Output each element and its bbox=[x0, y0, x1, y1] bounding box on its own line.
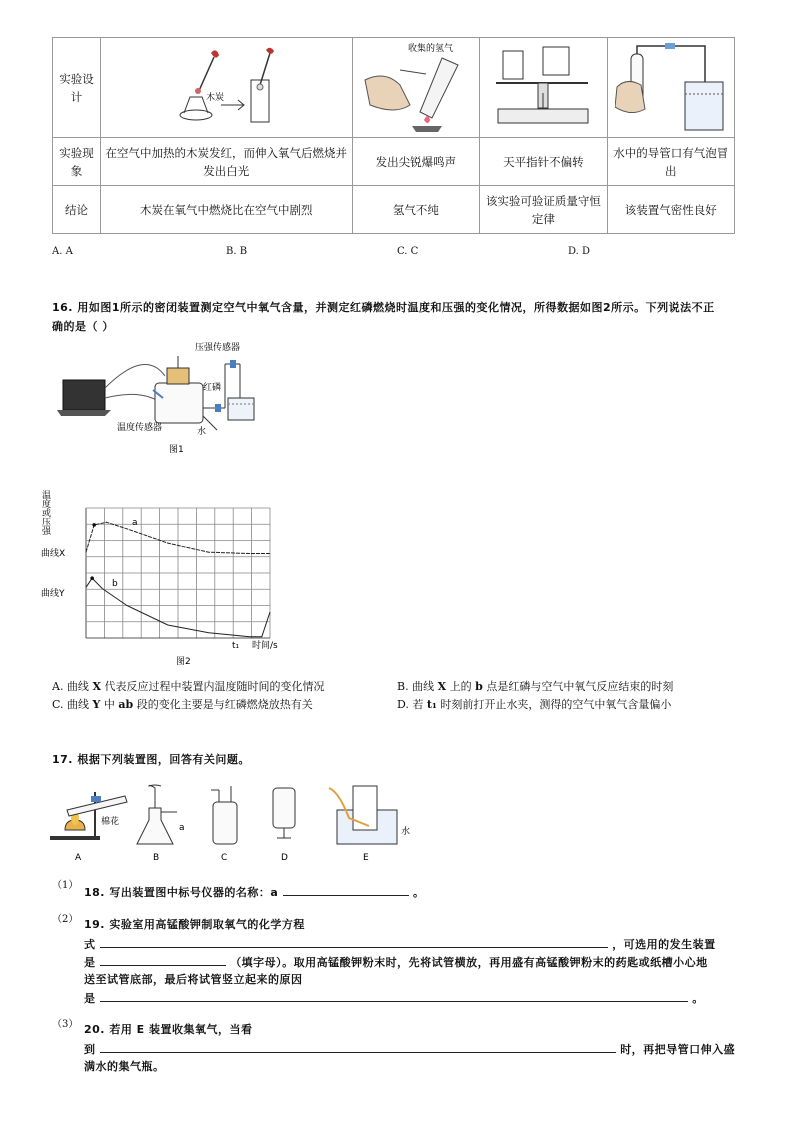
q16-option-c[interactable]: C. 曲线 Y 中 ab 段的变化主要是与红磷燃烧放热有关 bbox=[52, 698, 313, 711]
conclusion-1: 木炭在氧气中燃烧比在空气中剧烈 bbox=[100, 186, 352, 234]
label-a: a bbox=[179, 823, 185, 833]
sub1-question: 18. 写出装置图中标号仪器的名称：a 。 bbox=[84, 883, 424, 900]
phenomenon-3: 天平指针不偏转 bbox=[480, 138, 607, 186]
y-axis-label: 温度或压强 bbox=[40, 490, 50, 535]
label-water-e: 水 bbox=[401, 827, 411, 837]
figure-2-caption: 图2 bbox=[176, 657, 191, 667]
q15-option-d[interactable]: D. D bbox=[568, 246, 591, 257]
apparatus-label-e: E bbox=[363, 853, 369, 863]
q15-option-a[interactable]: A. A bbox=[52, 246, 73, 257]
sub3-line1: 到 时，再把导管口伸入盛 bbox=[84, 1040, 744, 1057]
sub1-number: （1） bbox=[52, 880, 79, 891]
curve-y-label: 曲线Y bbox=[41, 589, 65, 599]
sub2-line2: 是 （填字母）。取用高锰酸钾粉末时，先将试管横放，再用盛有高锰酸钾粉末的药匙或纸槽小心地 bbox=[84, 953, 764, 970]
conclusion-2: 氢气不纯 bbox=[352, 186, 479, 234]
hydrogen-label: 收集的氢气 bbox=[407, 44, 453, 54]
q16-option-a[interactable]: A. 曲线 X 代表反应过程中装置内温度随时间的变化情况 bbox=[52, 680, 325, 693]
figure-1-apparatus bbox=[55, 338, 285, 458]
q16-stem-line1: 16. 用如图1所示的密闭装置测定空气中氧气含量，并测定红磷燃烧时温度和压强的变化情况，所得数据如图2所示。下列说法不正 bbox=[52, 301, 715, 314]
label-water: 水 bbox=[197, 427, 207, 437]
apparatus-e bbox=[329, 786, 410, 863]
conclusion-3: 该实验可验证质量守恒定律 bbox=[480, 186, 607, 234]
q17-stem: 17. 根据下列装置图，回答有关问题。 bbox=[52, 753, 250, 766]
conclusion-4: 该装置气密性良好 bbox=[607, 186, 734, 234]
q15-option-c[interactable]: C. C bbox=[397, 246, 419, 257]
row-header-phenomenon: 实验现象 bbox=[53, 138, 101, 186]
label-temp-sensor: 温度传感器 bbox=[117, 423, 163, 433]
phenomenon-4: 水中的导管口有气泡冒出 bbox=[607, 138, 734, 186]
sub2-line4: 是 。 bbox=[84, 989, 744, 1006]
sub3-number: （3） bbox=[52, 1019, 79, 1030]
row-header-conclusion: 结论 bbox=[53, 186, 101, 234]
apparatus-b bbox=[137, 785, 185, 863]
label-red-phosphorus: 红磷 bbox=[203, 383, 222, 393]
charcoal-label: 木炭 bbox=[206, 93, 225, 103]
t1-label: t₁ bbox=[232, 641, 240, 651]
curve-x-label: 曲线X bbox=[41, 549, 66, 559]
figure-airtight bbox=[607, 38, 734, 138]
figure-balance bbox=[480, 38, 607, 138]
label-cotton: 棉花 bbox=[101, 817, 120, 827]
sub3-question: 20. 若用 E 装置收集氧气，当看 bbox=[84, 1023, 253, 1036]
apparatus-label-b: B bbox=[153, 853, 160, 863]
apparatus-label-d: D bbox=[281, 853, 288, 863]
x-axis-label: 时间/s bbox=[252, 641, 278, 651]
point-a bbox=[92, 523, 96, 527]
apparatus-d bbox=[273, 788, 295, 863]
apparatus-a bbox=[50, 792, 127, 863]
sub2-question: 19. 实验室用高锰酸钾制取氧气的化学方程 bbox=[84, 918, 305, 931]
answer-blank-reason[interactable] bbox=[100, 989, 688, 1002]
q16-stem-line2: 确的是（ ） bbox=[52, 320, 114, 333]
point-b bbox=[90, 576, 94, 580]
point-b-label: b bbox=[112, 579, 118, 589]
answer-blank-observation[interactable] bbox=[100, 1040, 616, 1053]
experiment-table bbox=[52, 37, 735, 234]
q17-apparatus-figure bbox=[45, 780, 425, 865]
point-a-label: a bbox=[132, 518, 138, 528]
q16-option-d[interactable]: D. 若 t₁ 时刻前打开止水夹，测得的空气中氧气含量偏小 bbox=[397, 698, 672, 711]
sub2-line3: 送至试管底部，最后将试管竖立起来的原因 bbox=[84, 973, 303, 986]
q16-option-b[interactable]: B. 曲线 X 上的 b 点是红磷与空气中氧气反应结束的时刻 bbox=[397, 680, 674, 693]
sub2-number: （2） bbox=[52, 914, 79, 925]
apparatus-c bbox=[211, 786, 237, 863]
label-pressure-sensor: 压强传感器 bbox=[195, 343, 241, 353]
phenomenon-2: 发出尖锐爆鸣声 bbox=[352, 138, 479, 186]
sub3-line2: 满水的集气瓶。 bbox=[84, 1060, 165, 1073]
figure-charcoal bbox=[100, 38, 352, 138]
apparatus-label-a: A bbox=[75, 853, 82, 863]
figure-1-caption: 图1 bbox=[169, 445, 184, 455]
figure-hydrogen bbox=[352, 38, 479, 138]
answer-blank-a[interactable] bbox=[283, 883, 409, 896]
sub2-line1: 式 ，可选用的发生装置 bbox=[84, 935, 744, 952]
answer-blank-device[interactable] bbox=[100, 953, 226, 966]
row-header-design: 实验设计 bbox=[53, 38, 101, 138]
apparatus-label-c: C bbox=[221, 853, 228, 863]
q15-option-b[interactable]: B. B bbox=[226, 246, 248, 257]
figure-2-chart bbox=[40, 478, 290, 668]
phenomenon-1: 在空气中加热的木炭发红，而伸入氧气后燃烧并发出白光 bbox=[100, 138, 352, 186]
answer-blank-equation[interactable] bbox=[100, 935, 608, 948]
